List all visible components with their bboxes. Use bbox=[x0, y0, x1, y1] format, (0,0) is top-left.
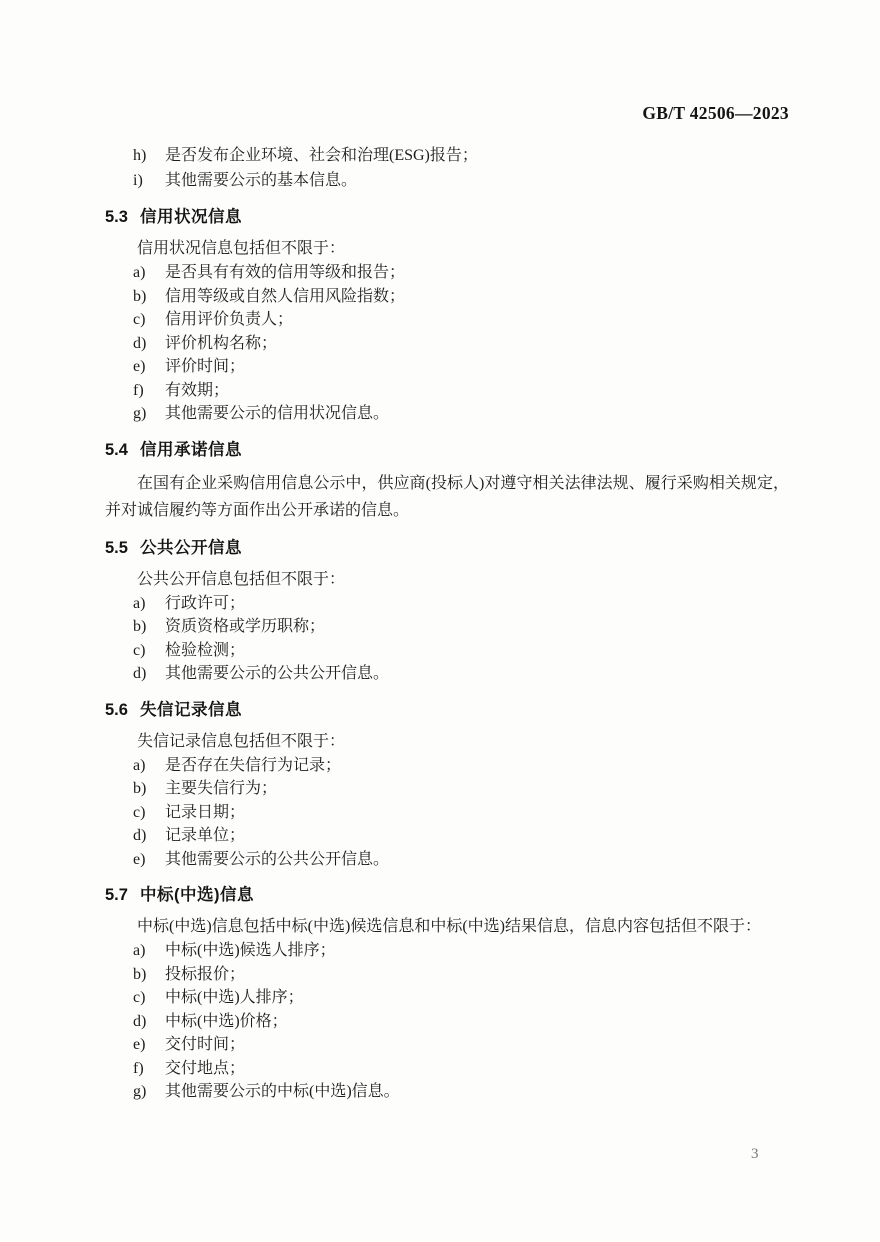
item-label: b) bbox=[133, 287, 147, 305]
section-title: 信用状况信息 bbox=[140, 208, 242, 226]
list-item bbox=[133, 662, 789, 686]
section-number: 5.5 bbox=[105, 538, 128, 557]
list-item bbox=[133, 379, 789, 403]
list-item bbox=[133, 168, 789, 193]
item-label: c) bbox=[133, 311, 146, 328]
item-text: 记录单位； bbox=[165, 827, 246, 844]
list-item bbox=[133, 986, 789, 1010]
section-intro: 公共公开信息包括但不限于： bbox=[137, 570, 346, 588]
section-intro: 信用状况信息包括但不限于： bbox=[137, 240, 346, 257]
item-text: 主要失信行为； bbox=[165, 780, 278, 797]
item-text: 中标(中选)价格； bbox=[165, 1012, 288, 1030]
list-item bbox=[133, 308, 789, 332]
section-item-list bbox=[105, 939, 789, 1104]
list-item bbox=[133, 754, 789, 778]
list-item bbox=[133, 615, 789, 639]
item-text: 评价时间； bbox=[165, 358, 246, 375]
list-item bbox=[133, 1080, 789, 1104]
item-text: 是否存在失信行为记录； bbox=[165, 756, 342, 774]
item-text: 是否发布企业环境、社会和治理(ESG)报告； bbox=[165, 147, 478, 164]
section-5-4 bbox=[105, 438, 789, 524]
item-text: 是否具有有效的信用等级和报告； bbox=[165, 264, 406, 281]
item-label: c) bbox=[133, 803, 146, 821]
item-label: f) bbox=[133, 381, 144, 399]
section-item-list bbox=[105, 592, 789, 686]
item-text: 交付地点； bbox=[165, 1059, 246, 1077]
section-number: 5.4 bbox=[105, 440, 128, 459]
section-paragraph: 在国有企业采购信用信息公示中，供应商(投标人)对遵守相关法律法规、履行采购相关规定，并对诚信履约等方面作出公开承诺的信息。 bbox=[105, 474, 789, 519]
item-text: 信用等级或自然人信用风险指数； bbox=[165, 287, 406, 305]
item-label: a) bbox=[133, 756, 146, 774]
page-number: 3 bbox=[751, 1146, 759, 1162]
list-item bbox=[133, 402, 789, 426]
item-label: e) bbox=[133, 850, 146, 868]
item-label: i) bbox=[133, 172, 143, 189]
item-label: a) bbox=[133, 942, 146, 959]
item-label: b) bbox=[133, 965, 147, 983]
list-item bbox=[133, 639, 789, 663]
section-5-3 bbox=[105, 205, 789, 426]
standard-number-header: GB/T 42506—2023 bbox=[642, 103, 789, 123]
list-item bbox=[133, 143, 789, 168]
section-intro: 失信记录信息包括但不限于： bbox=[137, 732, 346, 750]
item-label: b) bbox=[133, 618, 147, 635]
list-item bbox=[133, 963, 789, 987]
carryover-item-list bbox=[105, 143, 789, 193]
list-item bbox=[133, 1033, 789, 1057]
item-label: c) bbox=[133, 641, 146, 659]
section-5-5 bbox=[105, 536, 789, 686]
section-intro: 中标(中选)信息包括中标(中选)候选信息和中标(中选)结果信息，信息内容包括但不限于： bbox=[137, 918, 761, 935]
section-number: 5.7 bbox=[105, 886, 128, 904]
item-label: d) bbox=[133, 665, 147, 682]
item-text: 其他需要公示的公共公开信息。 bbox=[165, 665, 390, 682]
section-title: 失信记录信息 bbox=[140, 700, 242, 719]
item-label: g) bbox=[133, 1083, 147, 1100]
list-item bbox=[133, 848, 789, 872]
item-label: g) bbox=[133, 405, 147, 422]
item-label: d) bbox=[133, 827, 147, 844]
section-title: 公共公开信息 bbox=[140, 538, 242, 557]
list-item bbox=[133, 801, 789, 825]
section-title: 信用承诺信息 bbox=[140, 440, 242, 459]
list-item bbox=[133, 355, 789, 379]
item-text: 行政许可； bbox=[165, 594, 246, 612]
section-title: 中标(中选)信息 bbox=[140, 886, 254, 904]
section-heading bbox=[105, 438, 789, 462]
section-heading bbox=[105, 536, 789, 560]
item-text: 记录日期； bbox=[165, 803, 246, 821]
item-text: 信用评价负责人； bbox=[165, 311, 294, 328]
item-label: f) bbox=[133, 1059, 144, 1077]
list-item bbox=[133, 777, 789, 801]
item-label: c) bbox=[133, 989, 146, 1006]
document-body bbox=[105, 143, 789, 1104]
list-item bbox=[133, 261, 789, 285]
item-label: a) bbox=[133, 264, 146, 281]
item-text: 有效期； bbox=[165, 381, 230, 399]
section-item-list bbox=[105, 261, 789, 426]
item-text: 其他需要公示的基本信息。 bbox=[165, 172, 358, 189]
item-label: e) bbox=[133, 1036, 146, 1053]
list-item bbox=[133, 824, 789, 848]
section-5-7 bbox=[105, 883, 789, 1104]
item-text: 其他需要公示的中标(中选)信息。 bbox=[165, 1083, 400, 1100]
item-text: 交付时间； bbox=[165, 1036, 246, 1053]
item-label: h) bbox=[133, 147, 147, 164]
item-label: a) bbox=[133, 594, 146, 612]
item-text: 其他需要公示的信用状况信息。 bbox=[165, 405, 390, 422]
item-text: 投标报价； bbox=[165, 965, 246, 983]
list-item bbox=[133, 1010, 789, 1034]
list-item bbox=[133, 939, 789, 963]
section-number: 5.3 bbox=[105, 208, 128, 226]
section-number: 5.6 bbox=[105, 700, 128, 719]
section-heading bbox=[105, 698, 789, 722]
list-item bbox=[133, 1057, 789, 1081]
section-5-6 bbox=[105, 698, 789, 872]
item-label: b) bbox=[133, 780, 147, 797]
item-text: 评价机构名称； bbox=[165, 334, 278, 352]
item-text: 检验检测； bbox=[165, 641, 246, 659]
item-text: 中标(中选)候选人排序； bbox=[165, 942, 336, 959]
item-label: d) bbox=[133, 1012, 147, 1030]
item-text: 中标(中选)人排序； bbox=[165, 989, 304, 1006]
section-heading bbox=[105, 883, 789, 907]
list-item bbox=[133, 592, 789, 616]
item-text: 资质资格或学历职称； bbox=[165, 618, 326, 635]
item-text: 其他需要公示的公共公开信息。 bbox=[165, 850, 390, 868]
list-item bbox=[133, 285, 789, 309]
section-heading bbox=[105, 205, 789, 229]
item-label: e) bbox=[133, 358, 146, 375]
section-item-list bbox=[105, 754, 789, 872]
item-label: d) bbox=[133, 334, 147, 352]
list-item bbox=[133, 332, 789, 356]
